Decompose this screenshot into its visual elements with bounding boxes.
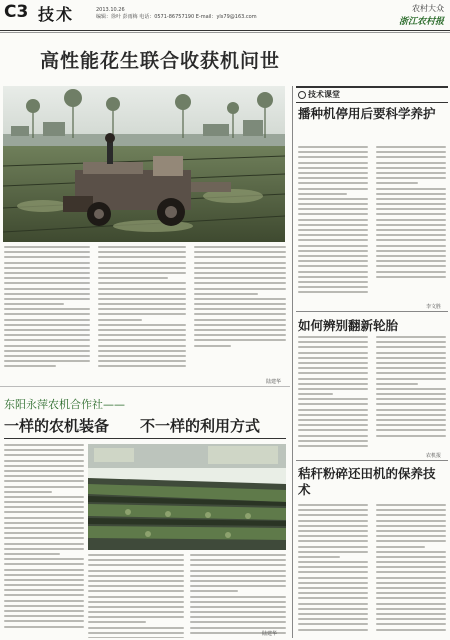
- harvester-photo-image: [3, 86, 285, 242]
- sidebar-label: 技术课堂: [308, 90, 340, 99]
- lower-kicker: 东阳永萍农机合作社——: [4, 398, 125, 411]
- main-article-col2: [98, 246, 186, 376]
- section-divider: [0, 386, 290, 387]
- sidebar-label-icon: [298, 91, 306, 99]
- sidebar-rule1: [296, 311, 448, 312]
- sidebar-rule2: [296, 460, 448, 461]
- sidebar-article3-col1: [298, 504, 368, 638]
- main-article-col3: [194, 246, 286, 376]
- sidebar-divider: [292, 86, 293, 638]
- main-headline: 高性能花生联合收获机问世: [40, 50, 281, 72]
- sidebar-article2-col2: [376, 336, 446, 452]
- seedling-photo: [88, 444, 286, 550]
- header-editor: 编辑：徐叶 彭雨梅: [96, 14, 138, 20]
- brand-logo: 浙江农村报: [398, 17, 444, 27]
- header-rule-thin: [0, 32, 450, 33]
- sidebar-article1-title-text: 播种机停用后要科学养护: [298, 106, 436, 121]
- lower-title-a: 一样的农机装备: [4, 417, 110, 435]
- seedling-photo-image: [88, 444, 286, 550]
- header-contact: [96, 14, 257, 21]
- lower-article-col2: [88, 554, 184, 638]
- lower-article-col1: [4, 444, 84, 638]
- sidebar-article3-col2: [376, 504, 446, 638]
- sidebar-byline1: 李文胜: [426, 304, 442, 310]
- sidebar-article1-col2: [376, 146, 446, 302]
- harvester-photo: [3, 86, 285, 242]
- sidebar-byline2: 农机报: [426, 453, 442, 459]
- header-brand: [399, 3, 444, 27]
- sidebar-article3-title: [298, 466, 446, 498]
- main-article-col1: [4, 246, 90, 376]
- header-phone: 电话：0571-86757190: [139, 14, 195, 20]
- column-name: 技术: [38, 5, 75, 24]
- lower-title-rule: [4, 438, 286, 439]
- sidebar-label-box: [296, 86, 448, 103]
- sidebar-article2-title: 如何辨别翻新轮胎: [298, 318, 399, 333]
- header-meta: [96, 7, 257, 21]
- page-section-number: C3: [4, 2, 29, 22]
- lower-byline: 陆建华: [262, 631, 278, 637]
- header-date: 2013.10.26: [96, 7, 125, 13]
- sidebar-article3-title-text: 秸秆粉碎还田机的保养技术: [298, 466, 436, 497]
- sidebar-article1-title: [298, 106, 446, 122]
- lower-article-col3: [190, 554, 286, 638]
- lower-title-b: 不一样的利用方式: [140, 417, 261, 435]
- sidebar-article2-col1: [298, 336, 368, 452]
- brand-small: 农村大众: [412, 4, 444, 13]
- header-rule: [0, 30, 450, 31]
- sidebar-article1-col1: [298, 146, 368, 302]
- header-email: E-mail：yls79@163.com: [195, 14, 257, 20]
- main-byline: 陆建华: [266, 379, 282, 385]
